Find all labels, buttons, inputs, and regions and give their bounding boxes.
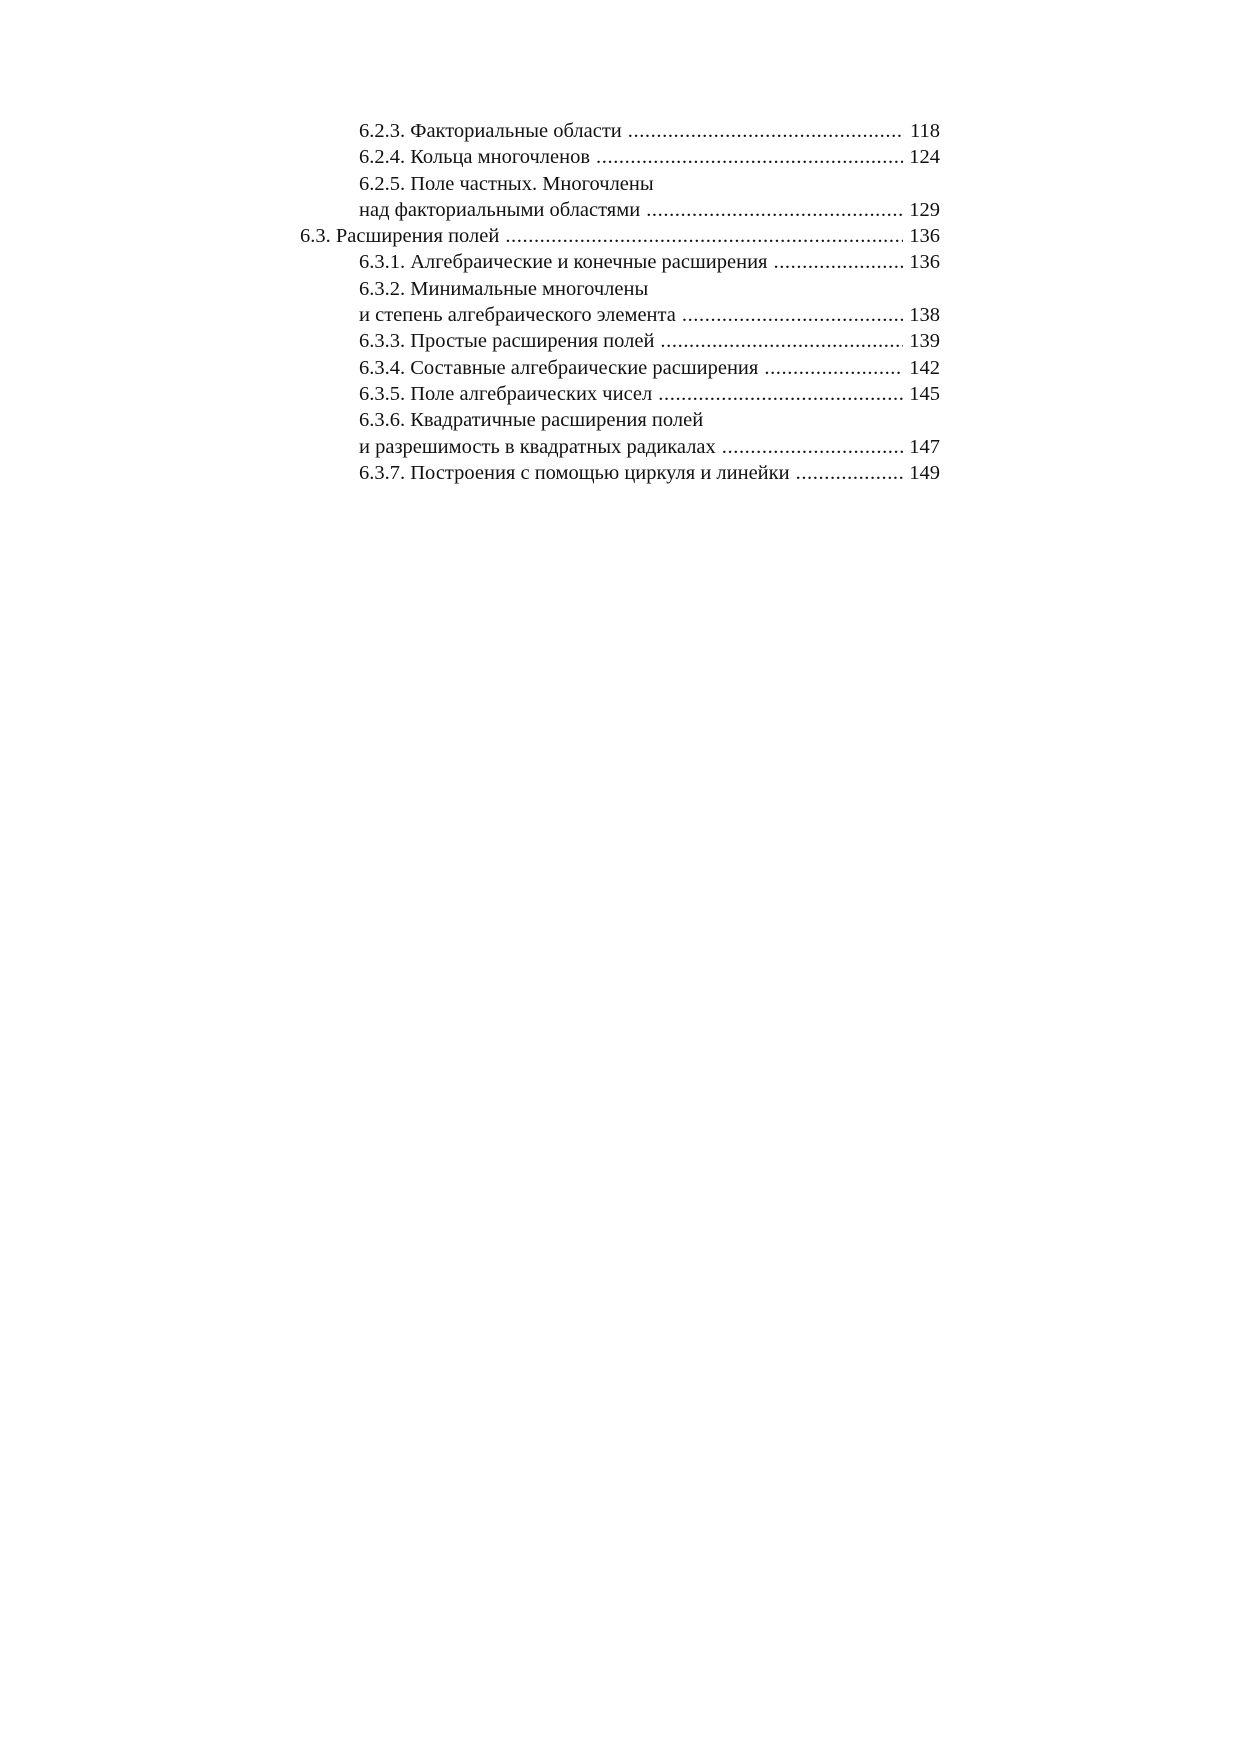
toc-entry-6-2-5 <box>300 171 940 224</box>
toc-line <box>359 460 940 486</box>
toc-line <box>359 381 940 407</box>
toc-page-number: 145 <box>909 382 940 405</box>
toc-entry-title: 6.2.5. Поле частных. Многочлены <box>359 172 654 195</box>
toc-entry-6-2-3 <box>300 118 940 144</box>
dot-leader <box>628 118 904 144</box>
dot-leader <box>646 197 903 223</box>
toc-entry-6-3-7 <box>300 460 940 486</box>
toc-line <box>359 118 940 144</box>
dot-leader <box>596 144 903 170</box>
toc-entry-title: 6.3.6. Квадратичные расширения полей <box>359 409 704 432</box>
toc-entry-title-continued: над факториальными областями <box>359 198 641 221</box>
toc-line <box>359 171 940 197</box>
toc-page-number: 136 <box>909 225 940 248</box>
toc-entry-title: 6.3.3. Простые расширения полей <box>359 330 655 353</box>
toc-entry-title: 6.3.2. Минимальные многочлены <box>359 277 649 300</box>
toc-entry-title: 6.3.4. Составные алгебраические расширения <box>359 356 759 379</box>
toc-line <box>359 276 940 302</box>
toc-page-number: 149 <box>909 461 940 484</box>
dot-leader <box>682 302 903 328</box>
toc-entry-title: 6.2.3. Факториальные области <box>359 120 622 142</box>
toc-entry-title: 6.3.7. Построения с помощью циркуля и линейки <box>359 461 790 484</box>
dot-leader <box>658 381 903 407</box>
dot-leader <box>796 460 904 486</box>
toc-line <box>359 197 940 223</box>
toc-page-number: 139 <box>909 330 940 353</box>
toc-entry-6-3-6 <box>300 407 940 460</box>
toc-line <box>359 144 940 170</box>
toc-entry-title-continued: и разрешимость в квадратных радикалах <box>359 435 716 458</box>
toc-entry-6-3-1 <box>300 249 940 275</box>
toc-entry-6-2-4 <box>300 144 940 170</box>
toc-entry-6-3-5 <box>300 381 940 407</box>
dot-leader <box>722 434 903 460</box>
toc-section-title: 6.3. Расширения полей <box>300 225 500 248</box>
toc-entry-6-3-4 <box>300 355 940 381</box>
toc-entry-6-3-3 <box>300 328 940 354</box>
dot-leader <box>505 223 903 249</box>
toc-entry-title: 6.3.5. Поле алгебраических чисел <box>359 382 653 405</box>
toc-page-number: 118 <box>910 120 940 142</box>
toc-line <box>359 328 940 354</box>
toc-entry-title: 6.3.1. Алгебраические и конечные расширения <box>359 251 768 274</box>
toc-line <box>300 223 940 249</box>
toc-entry-6-3-2 <box>300 276 940 329</box>
dot-leader <box>764 355 903 381</box>
toc-page-number: 147 <box>909 435 940 458</box>
toc-line <box>359 355 940 381</box>
toc-page-number: 138 <box>909 304 940 327</box>
toc-entry-6-3 <box>300 223 940 249</box>
toc-page-number: 136 <box>909 251 940 274</box>
toc-entry-title: 6.2.4. Кольца многочленов <box>359 146 591 169</box>
toc-page-number: 124 <box>909 146 940 169</box>
table-of-contents <box>300 118 940 486</box>
toc-line <box>359 249 940 275</box>
toc-entry-title-continued: и степень алгебраического элемента <box>359 304 676 327</box>
toc-page-number: 142 <box>909 356 940 379</box>
dot-leader <box>660 328 903 354</box>
toc-line <box>359 407 940 433</box>
toc-page-number: 129 <box>909 198 940 221</box>
toc-line <box>359 302 940 328</box>
toc-line <box>359 434 940 460</box>
dot-leader <box>773 249 903 275</box>
